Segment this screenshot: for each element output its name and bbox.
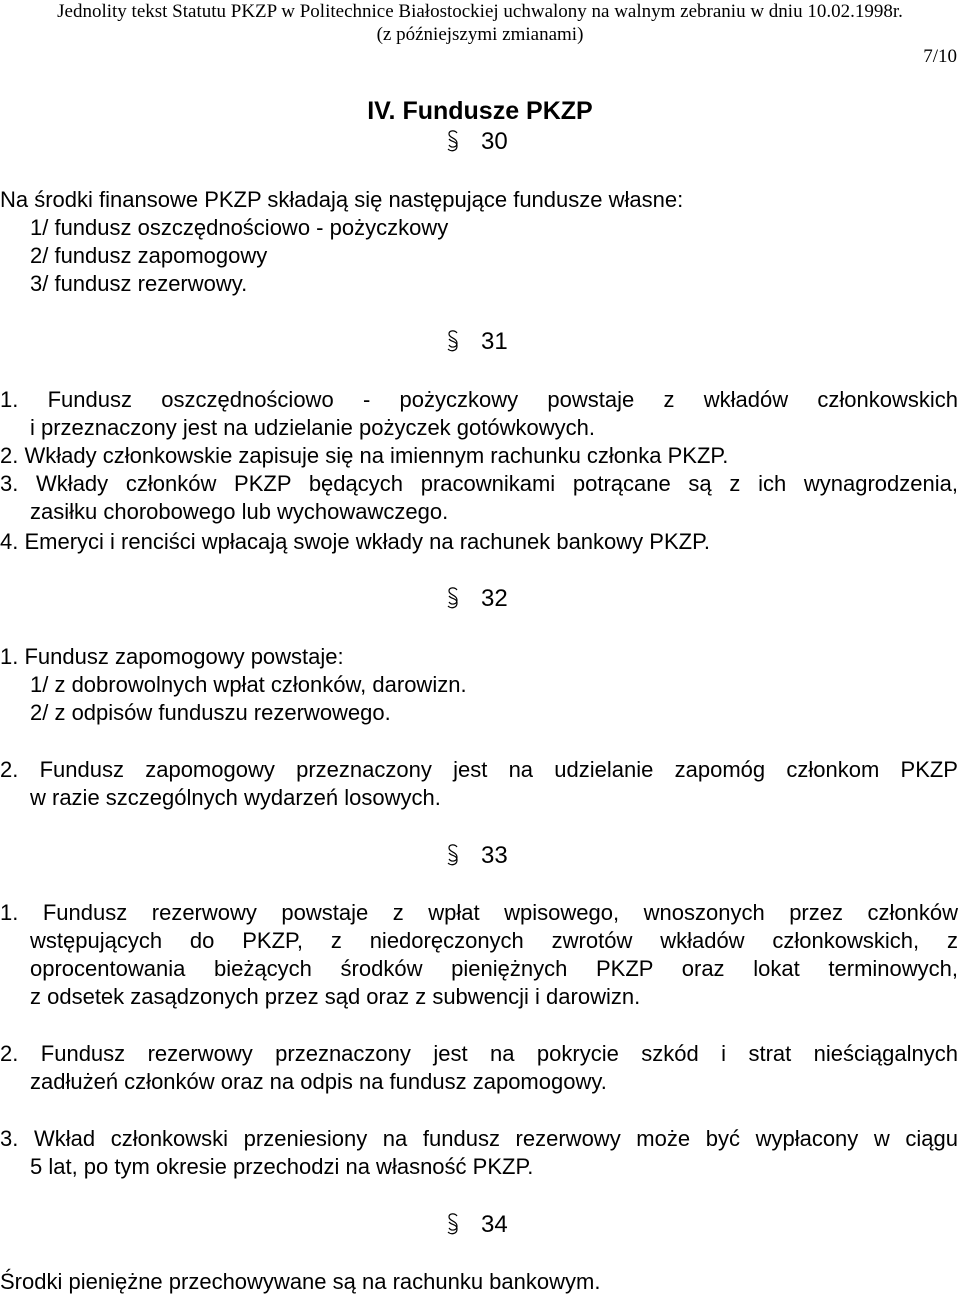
p32-line-1: 1. Fundusz zapomogowy powstaje:	[0, 644, 344, 669]
p31-line-3: 2. Wkłady członkowskie zapisuje się na imiennym rachunku członka PKZP.	[0, 443, 729, 468]
p33-line-1: 1. Fundusz rezerwowy powstaje z wpłat wpisowego, wnoszonych przez członków	[0, 900, 958, 925]
paragraph-number: 34	[481, 1211, 508, 1238]
document-header	[0, 0, 960, 46]
p31-line-4: 3. Wkłady członków PKZP będących pracownikami potrącane są z ich wynagrodzenia,	[0, 471, 958, 496]
p31-line-1: 1. Fundusz oszczędnościowo - pożyczkowy powstaje z wkładów członkowskich	[0, 387, 958, 412]
p33-line-7: 3. Wkład członkowski przeniesiony na fundusz rezerwowy może być wypłacony w ciągu	[0, 1126, 958, 1151]
p30-item-3: 3/ fundusz rezerwowy.	[30, 271, 248, 296]
section-sign-icon	[445, 843, 461, 869]
section-sign-icon	[445, 329, 461, 355]
p30-intro: Na środki finansowe PKZP składają się następujące fundusze własne:	[0, 187, 684, 212]
p32-line-4: 2. Fundusz zapomogowy przeznaczony jest na udzielanie zapomóg członkom PKZP	[0, 757, 958, 782]
header-subtitle: (z późniejszymi zmianami)	[376, 24, 584, 45]
header-title: Jednolity tekst Statutu PKZP w Politechnice Białostockiej uchwalony na walnym zebraniu w dniu 10.02.1998r.	[57, 1, 903, 22]
p30-item-2: 2/ fundusz zapomogowy	[30, 243, 268, 268]
p30-item-1: 1/ fundusz oszczędnościowo - pożyczkowy	[30, 215, 449, 240]
paragraph-31-heading	[445, 328, 508, 356]
p32-line-2: 1/ z dobrowolnych wpłat członków, darowizn.	[30, 672, 467, 697]
paragraph-33-heading	[445, 842, 508, 870]
paragraph-34-heading	[445, 1211, 508, 1239]
paragraph-30-heading	[445, 128, 508, 156]
paragraph-number: 31	[481, 328, 508, 355]
p33-line-2: wstępujących do PKZP, z niedoręczonych zwrotów wkładów członkowskich, z	[30, 928, 958, 953]
paragraph-number: 33	[481, 842, 508, 869]
p33-line-6: zadłużeń członków oraz na odpis na fundusz zapomogowy.	[30, 1069, 607, 1094]
paragraph-32-heading	[445, 585, 508, 613]
p32-line-5: w razie szczególnych wydarzeń losowych.	[30, 785, 441, 810]
p31-line-2: i przeznaczony jest na udzielanie pożyczek gotówkowych.	[30, 415, 595, 440]
p32-line-3: 2/ z odpisów funduszu rezerwowego.	[30, 700, 391, 725]
section-sign-icon	[445, 129, 461, 155]
chapter-title: IV. Fundusze PKZP	[367, 97, 593, 125]
p31-line-6: 4. Emeryci i renciści wpłacają swoje wkłady na rachunek bankowy PKZP.	[0, 529, 711, 554]
p34-line-1: Środki pieniężne przechowywane są na rachunku bankowym.	[0, 1269, 601, 1294]
page-number: 7/10	[923, 46, 957, 67]
p31-line-5: zasiłku chorobowego lub wychowawczego.	[30, 499, 449, 524]
p33-line-3: oprocentowania bieżących środków pieniężnych PKZP oraz lokat terminowych,	[30, 956, 958, 981]
section-sign-icon	[445, 1212, 461, 1238]
p33-line-8: 5 lat, po tym okresie przechodzi na własność PKZP.	[30, 1154, 534, 1179]
paragraph-number: 32	[481, 585, 508, 612]
p33-line-4: z odsetek zasądzonych przez sąd oraz z subwencji i darowizn.	[30, 984, 641, 1009]
section-sign-icon	[445, 586, 461, 612]
paragraph-number: 30	[481, 128, 508, 155]
p33-line-5: 2. Fundusz rezerwowy przeznaczony jest na pokrycie szkód i strat nieściągalnych	[0, 1041, 958, 1066]
